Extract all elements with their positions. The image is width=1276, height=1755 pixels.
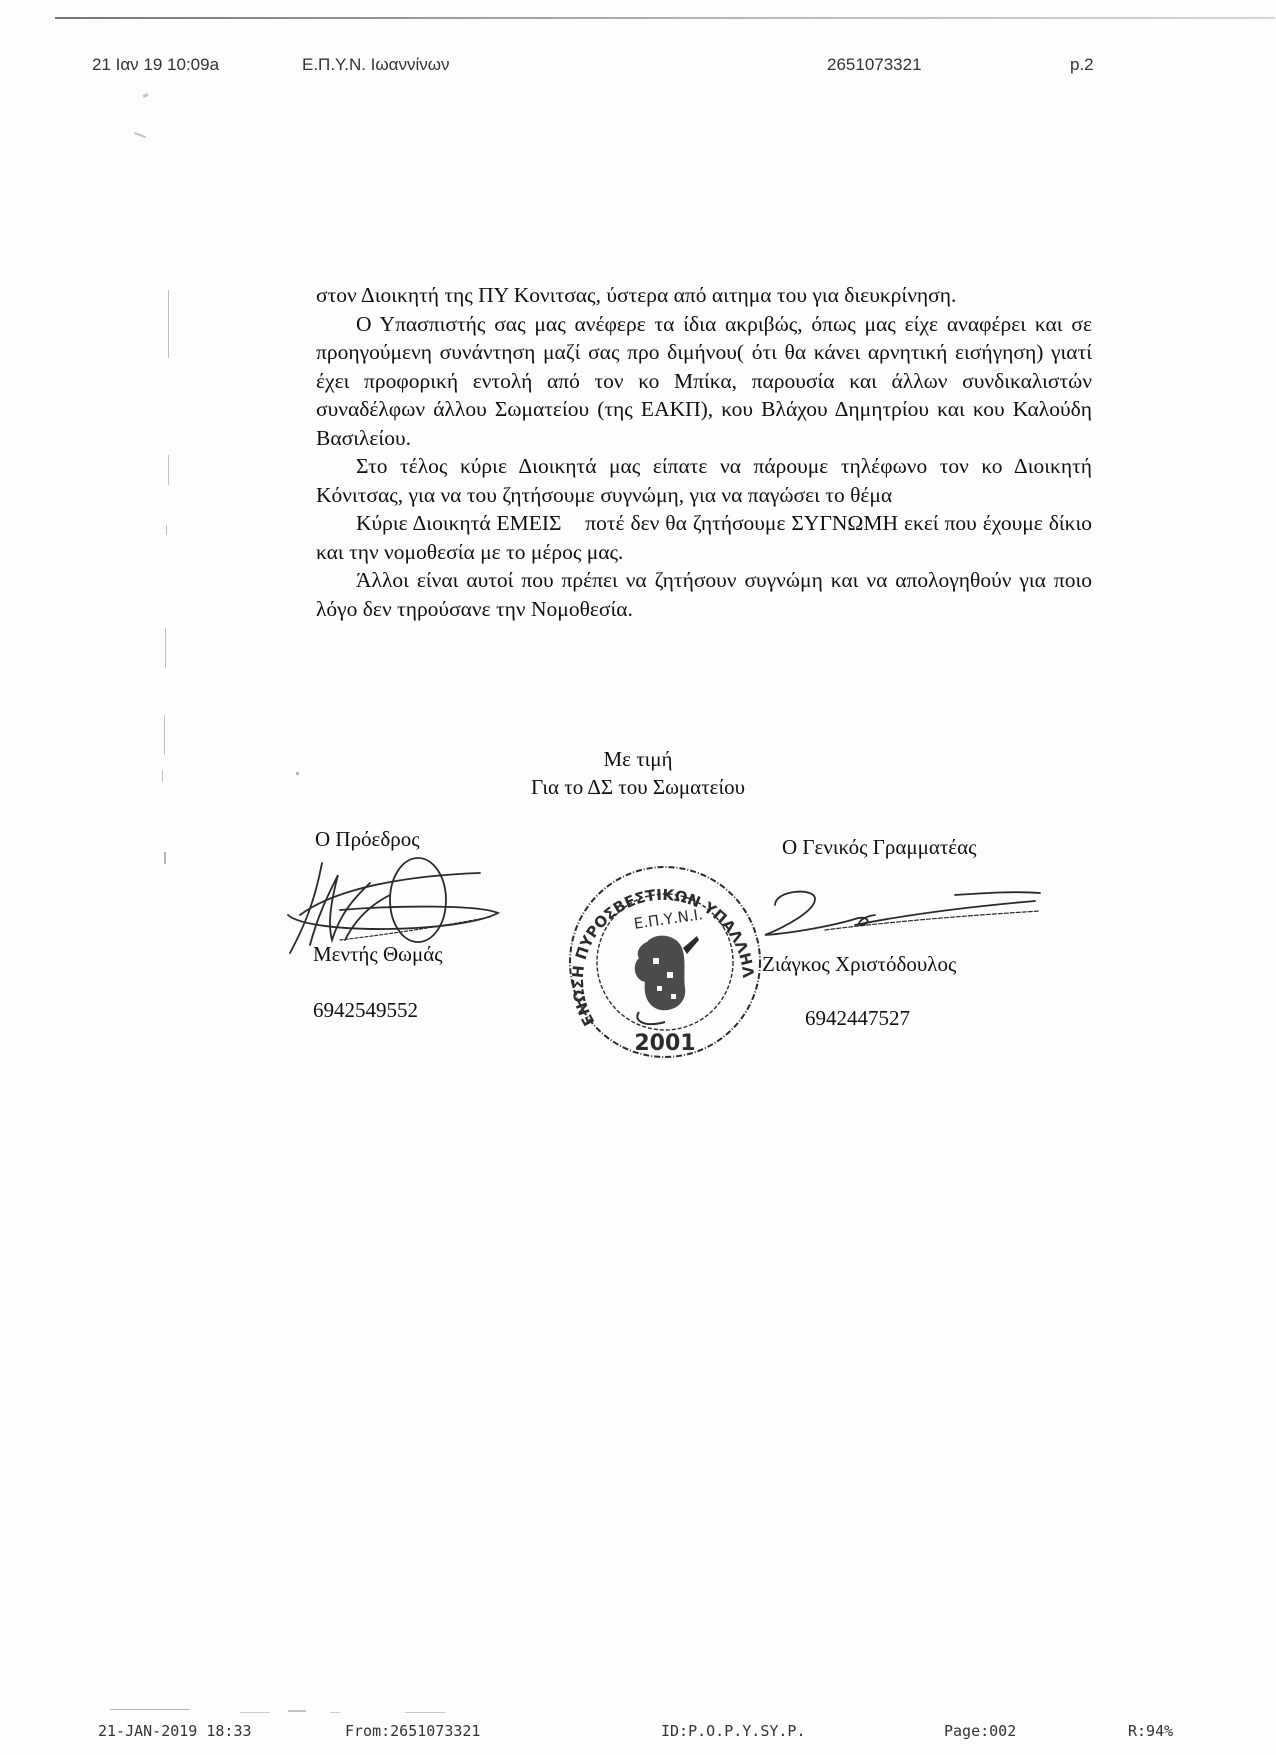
- fax-footer-page: Page:002: [944, 1722, 1017, 1740]
- margin-mark: [166, 525, 167, 535]
- president-phone: 6942549552: [313, 998, 418, 1022]
- president-title: Ο Πρόεδρος: [315, 827, 420, 851]
- fax-header-sender: Ε.Π.Υ.Ν. Ιωαννίνων: [302, 55, 450, 74]
- fax-header-datetime: 21 Ιαν 19 10:09a: [92, 55, 220, 74]
- fax-footer-from: From:2651073321: [345, 1722, 481, 1740]
- margin-mark: [165, 628, 166, 668]
- fax-footer: [0, 1722, 1276, 1744]
- scan-speck: [288, 1710, 306, 1712]
- svg-text:ΕΝΩΣΗ ΠΥΡΟΣΒΕΣΤΙΚΩΝ ΥΠΑΛΛΗΛΩΝ: ΕΝΩΣΗ ΠΥΡΟΣΒΕΣΤΙΚΩΝ ΥΠΑΛΛΗΛΩΝ ΝΟΜΟΥ: [557, 848, 758, 1029]
- scan-speck: [405, 1712, 445, 1713]
- closing-salutation: Με τιμή: [603, 747, 673, 771]
- scan-speck: [240, 1712, 270, 1713]
- fax-footer-resolution: R:94%: [1128, 1722, 1174, 1740]
- scan-speck: [134, 132, 146, 138]
- secretary-name: Ζιάγκος Χριστόδουλος: [762, 952, 957, 976]
- scan-speck: [143, 93, 149, 98]
- fax-footer-datetime: 21-JAN-2019 18:33: [98, 1722, 252, 1740]
- svg-text:2001: 2001: [634, 1031, 696, 1056]
- fax-header: [0, 55, 1276, 79]
- letter-paragraph: Στο τέλος κύριε Διοικητά μας είπατε να πάρουμε τηλέφωνο τον κο Διοικητή Κόνιτσας, για να του ζητήσουμε συγνώμη, για να παγώσει το θέμα: [316, 454, 1092, 507]
- secretary-phone: 6942447527: [805, 1006, 910, 1030]
- letter-paragraph: Ο Υπασπιστής σας μας ανέφερε τα ίδια ακριβώς, όπως μας είχε αναφέρει και σε προηγούμενη συνάντηση μαζί σας προ διμήνου( ότι θα κάνει αρνητική εισήγηση) γιατί έχει προφορική εντολή από τον κο Μπίκα, παρουσία και άλλων συνδικαλιστών συναδέλφων άλλου Σωματείου (της ΕΑΚΠ), κου Βλάχου Δημητρίου και κου Καλούδη Βασιλείου.: [316, 311, 1092, 450]
- secretary-title: Ο Γενικός Γραμματέας: [782, 835, 977, 859]
- fax-footer-id: ID:P.O.P.Y.SY.P.: [661, 1722, 806, 1740]
- letter-paragraph: Κύριε Διοικητά ΕΜΕΙΣ ποτέ δεν θα ζητήσουμε ΣΥΓΝΩΜΗ εκεί που έχουμε δίκιο και την νομοθεσία με το μέρος μας.: [316, 511, 1098, 564]
- president-signature-icon: [280, 845, 510, 955]
- margin-mark: [168, 290, 169, 358]
- svg-text:Ε.Π.Υ.Ν.Ι.: Ε.Π.Υ.Ν.Ι.: [632, 905, 704, 933]
- union-stamp-icon: [557, 848, 765, 1062]
- president-name: Μεντής Θωμάς: [313, 942, 443, 966]
- margin-mark: [164, 852, 166, 864]
- scan-top-edge-line: [55, 17, 1275, 19]
- fax-header-phone: 2651073321: [827, 55, 922, 74]
- margin-mark: [168, 455, 169, 485]
- scan-speck: [330, 1712, 340, 1713]
- letter-body: [316, 281, 1098, 623]
- fax-header-page: p.2: [1070, 55, 1094, 74]
- secretary-signature-icon: [755, 885, 1045, 945]
- letter-paragraph: Άλλοι είναι αυτοί που πρέπει να ζητήσουν συγνώμη και να απολογηθούν για ποιο λόγο δεν τηρούσανε την Νομοθεσία.: [316, 568, 1092, 621]
- letter-paragraph: στον Διοικητή της ΠΥ Κονιτσας, ύστερα από αιτημα του για διευκρίνηση.: [316, 283, 957, 307]
- scan-speck: [110, 1709, 190, 1710]
- closing-board-line: Για το ΔΣ του Σωματείου: [530, 775, 745, 799]
